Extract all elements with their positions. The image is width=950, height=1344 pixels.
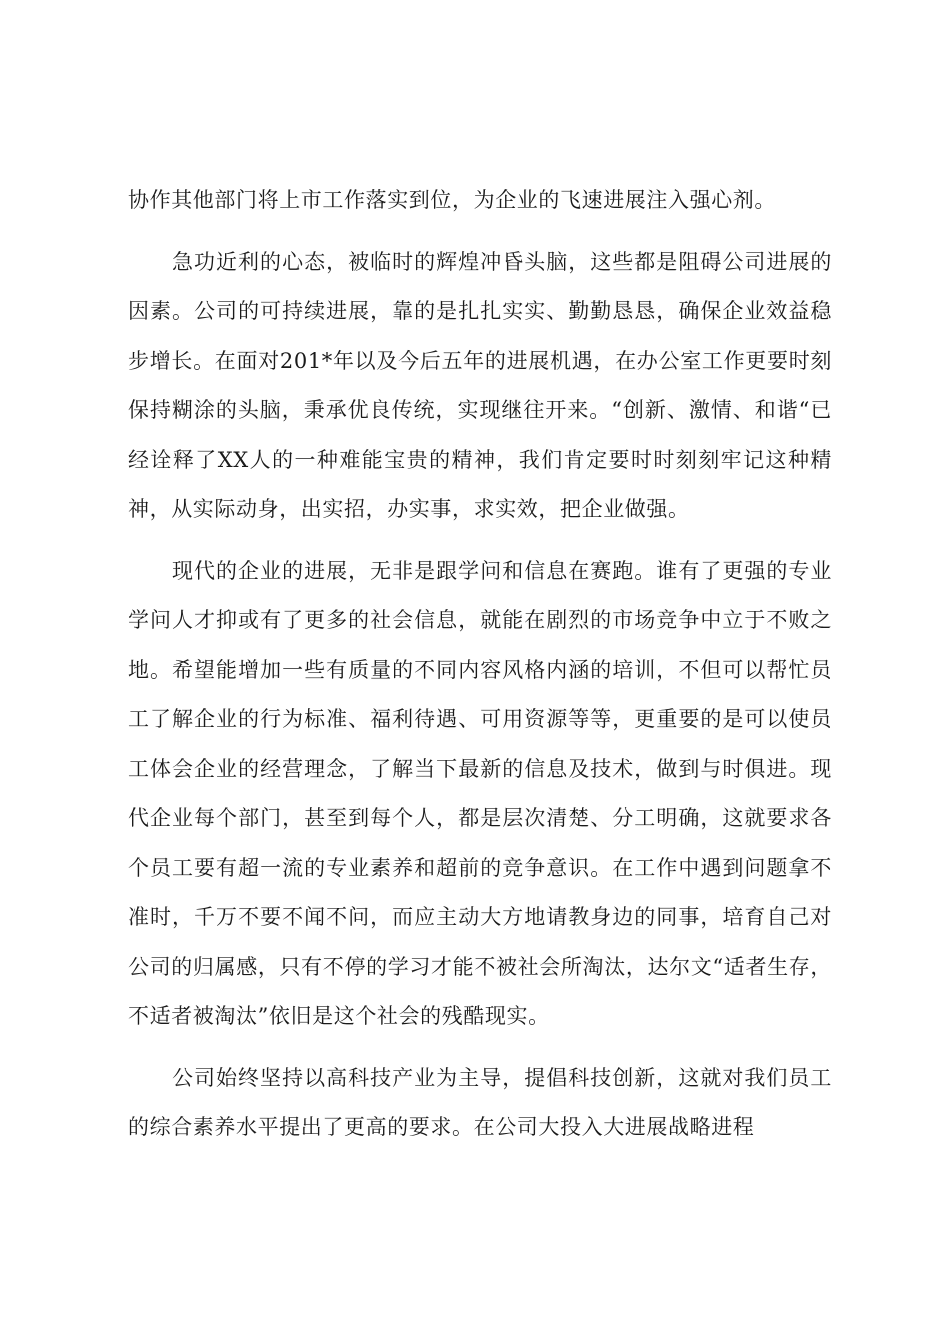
document-body bbox=[128, 176, 832, 1165]
paragraph-3: 现代的企业的进展，无非是跟学问和信息在赛跑。谁有了更强的专业学问人才抑或有了更多的社会信息，就能在剧烈的市场竞争中立于不败之地。希望能增加一些有质量的不同内容风格内涵的培训，不但可以帮忙员工了解企业的行为标准、福利待遇、可用资源等等，更重要的是可以使员工体会企业的经营理念，了解当下最新的信息及技术，做到与时俱进。现代企业每个部门，甚至到每个人，都是层次清楚、分工明确，这就要求各个员工要有超一流的专业素养和超前的竞争意识。在工作中遇到问题拿不准时，千万不要不闻不问，而应主动大方地请教身边的同事，培育自己对公司的归属感，只有不停的学习才能不被社会所淘汰，达尔文“适者生存，不适者被淘汰”依旧是这个社会的残酷现实。 bbox=[128, 558, 832, 1028]
paragraph-2: 急功近利的心态，被临时的辉煌冲昏头脑，这些都是阻碍公司进展的因素。公司的可持续进展，靠的是扎扎实实、勤勤恳恳，确保企业效益稳步增长。在面对201*年以及今后五年的进展机遇，在办公室工作更要时刻保持糊涂的头脑，秉承优良传统，实现继往开来。“创新、激情、和谐“已经诠释了XX人的一种难能宝贵的精神，我们肯定要时时刻刻牢记这种精神，从实际动身，出实招，办实事，求实效，把企业做强。 bbox=[128, 249, 832, 521]
paragraph-1: 协作其他部门将上市工作落实到位，为企业的飞速进展注入强心剂。 bbox=[128, 188, 776, 212]
paragraph-4: 公司始终坚持以高科技产业为主导，提倡科技创新，这就对我们员工的综合素养水平提出了更高的要求。在公司大投入大进展战略进程 bbox=[128, 1065, 832, 1139]
